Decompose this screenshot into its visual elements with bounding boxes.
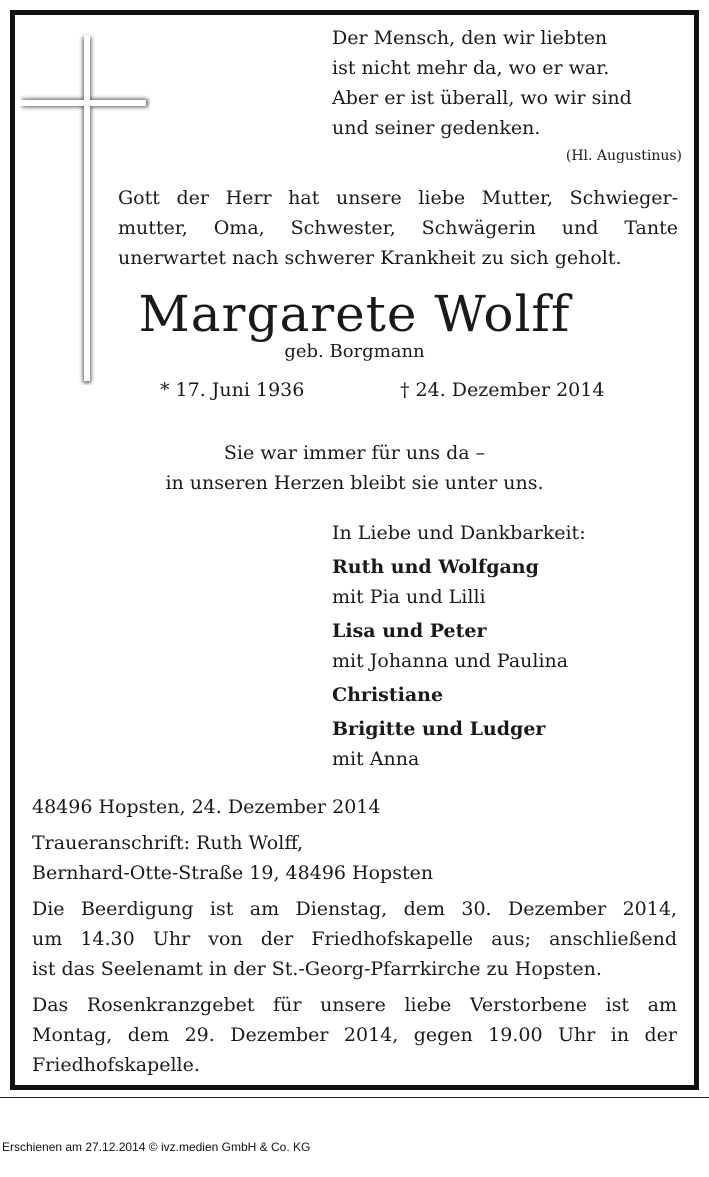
- details: [32, 792, 677, 1086]
- rosary-line: Das Rosenkranzgebet für unsere liebe Verstorbene ist am: [32, 994, 677, 1016]
- family-names: Christiane: [332, 684, 444, 706]
- mourning-address: [32, 828, 677, 888]
- verse-line: ist nicht mehr da, wo er war.: [332, 57, 610, 79]
- funeral-info: [32, 894, 677, 984]
- deceased-name: Margarete Wolff: [138, 285, 571, 343]
- family-list: [332, 518, 586, 774]
- family-names: Ruth und Wolfgang: [332, 556, 539, 578]
- family-with: mit Anna: [332, 748, 420, 770]
- verse-line: Der Mensch, den wir liebten: [332, 27, 608, 49]
- verse: [332, 23, 632, 143]
- place-date-text: 48496 Hopsten, 24. Dezember 2014: [32, 796, 381, 818]
- address-line: Traueranschrift: Ruth Wolff,: [32, 832, 304, 854]
- motto: [15, 438, 694, 498]
- death-date: † 24. Dezember 2014: [400, 379, 605, 401]
- verse-line: Aber er ist überall, wo wir sind: [332, 87, 632, 109]
- intro-line: mutter, Oma, Schwester, Schwägerin und Tante: [118, 217, 678, 239]
- funeral-line: Die Beerdigung ist am Dienstag, dem 30. Dezember 2014,: [32, 898, 677, 920]
- rosary-line: Montag, dem 29. Dezember 2014, gegen 19.00 Uhr in der: [32, 1024, 677, 1046]
- funeral-line: ist das Seelenamt in der St.-Georg-Pfarrkirche zu Hopsten.: [32, 958, 602, 980]
- family-names: Brigitte und Ludger: [332, 718, 546, 740]
- address-line: Bernhard-Otte-Straße 19, 48496 Hopsten: [32, 862, 434, 884]
- family-group: [332, 616, 586, 676]
- intro-text: [118, 183, 678, 273]
- rosary-info: [32, 990, 677, 1080]
- family-group: [332, 714, 586, 774]
- family-with: mit Pia und Lilli: [332, 586, 486, 608]
- motto-line: in unseren Herzen bleibt sie unter uns.: [165, 472, 544, 494]
- birth-date: * 17. Juni 1936: [160, 379, 305, 401]
- funeral-line: um 14.30 Uhr von der Friedhofskapelle aus; anschließend: [32, 928, 677, 950]
- obituary-card: [10, 10, 699, 1090]
- maiden-name: geb. Borgmann: [284, 341, 425, 362]
- intro-line: unerwartet nach schwerer Krankheit zu sich geholt.: [118, 247, 622, 269]
- intro-line: Gott der Herr hat unsere liebe Mutter, Schwieger-: [118, 187, 678, 209]
- verse-attribution: (Hl. Augustinus): [565, 148, 682, 164]
- family-names: Lisa und Peter: [332, 620, 487, 642]
- family-group: [332, 552, 586, 612]
- family-with: mit Johanna und Paulina: [332, 650, 569, 672]
- motto-line: Sie war immer für uns da –: [223, 442, 486, 464]
- verse-line: und seiner gedenken.: [332, 117, 541, 139]
- footer: [0, 1097, 709, 1177]
- rosary-line: Friedhofskapelle.: [32, 1054, 200, 1076]
- family-group: [332, 680, 586, 710]
- place-date: [32, 792, 677, 822]
- publication-note: Erschienen am 27.12.2014 © ivz.medien GmbH & Co. KG: [2, 1140, 311, 1154]
- family-heading: In Liebe und Dankbarkeit:: [332, 522, 586, 544]
